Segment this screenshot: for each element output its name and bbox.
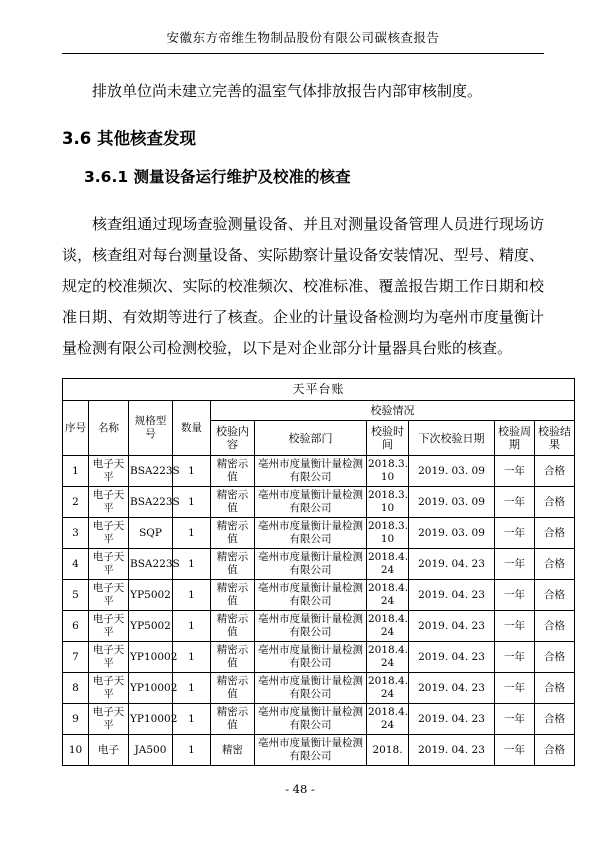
- cell-next-date: 2019. 04. 23: [409, 704, 495, 735]
- col-header-dept: 校验部门: [255, 421, 367, 456]
- col-header-cycle: 校验周期: [495, 421, 535, 456]
- cell-time: 2018.4. 24: [367, 704, 409, 735]
- table-row: [63, 611, 575, 642]
- cell-dept: 亳州市度量衡计量检测有限公司: [255, 704, 367, 735]
- table-row: [63, 518, 575, 549]
- cell-dept: 亳州市度量衡计量检测有限公司: [255, 549, 367, 580]
- cell-time: 2018.: [367, 735, 409, 766]
- cell-content: 精密示值: [211, 580, 255, 611]
- cell-name: 电子天平: [89, 673, 129, 704]
- cell-content: 精密示值: [211, 549, 255, 580]
- cell-qty: 1: [173, 642, 211, 673]
- cell-seq: 6: [63, 611, 89, 642]
- body-paragraph: 核查组通过现场查验测量设备、并且对测量设备管理人员进行现场访谈，核查组对每台测量设备、实际勘察计量设备安装情况、型号、精度、规定的校准频次、实际的校准频次、校准标准、覆盖报告期工作日期和校准日期、有效期等进行了核查。企业的计量设备检测均为亳州市度量衡计量检测有限公司检测校验，以下是对企业部分计量器具台账的核查。: [62, 215, 544, 357]
- cell-time: 2018.4. 24: [367, 673, 409, 704]
- cell-cycle: 一年: [495, 518, 535, 549]
- cell-content: 精密示值: [211, 611, 255, 642]
- cell-model: YP10002: [129, 673, 173, 704]
- cell-dept: 亳州市度量衡计量检测有限公司: [255, 673, 367, 704]
- cell-result: 合格: [535, 580, 575, 611]
- cell-next-date: 2019. 04. 23: [409, 549, 495, 580]
- subsection-heading: 3.6.1 测量设备运行维护及校准的核查: [84, 168, 351, 186]
- cell-time: 2018.4. 24: [367, 549, 409, 580]
- cell-name: 电子: [89, 735, 129, 766]
- cell-result: 合格: [535, 704, 575, 735]
- cell-result: 合格: [535, 549, 575, 580]
- cell-model: BSA223S: [129, 549, 173, 580]
- cell-name: 电子天平: [89, 580, 129, 611]
- cell-qty: 1: [173, 735, 211, 766]
- cell-seq: 1: [63, 456, 89, 487]
- cell-time: 2018.3. 10: [367, 518, 409, 549]
- cell-cycle: 一年: [495, 704, 535, 735]
- table-row: [63, 487, 575, 518]
- cell-next-date: 2019. 04. 23: [409, 580, 495, 611]
- cell-seq: 7: [63, 642, 89, 673]
- cell-time: 2018.3. 10: [367, 487, 409, 518]
- cell-seq: 5: [63, 580, 89, 611]
- cell-result: 合格: [535, 735, 575, 766]
- cell-next-date: 2019. 03. 09: [409, 456, 495, 487]
- cell-cycle: 一年: [495, 456, 535, 487]
- col-header-result: 校验结果: [535, 421, 575, 456]
- cell-seq: 9: [63, 704, 89, 735]
- cell-dept: 亳州市度量衡计量检测有限公司: [255, 611, 367, 642]
- cell-next-date: 2019. 03. 09: [409, 487, 495, 518]
- cell-model: JA500: [129, 735, 173, 766]
- cell-cycle: 一年: [495, 549, 535, 580]
- cell-content: 精密示值: [211, 642, 255, 673]
- cell-model: YP5002: [129, 611, 173, 642]
- table-group-header-row: [63, 401, 575, 421]
- table-row: [63, 456, 575, 487]
- cell-content: 精密示值: [211, 487, 255, 518]
- cell-cycle: 一年: [495, 673, 535, 704]
- table-caption: 天平台账: [63, 379, 575, 401]
- cell-content: 精密示值: [211, 673, 255, 704]
- cell-content: 精密示值: [211, 704, 255, 735]
- cell-dept: 亳州市度量衡计量检测有限公司: [255, 518, 367, 549]
- cell-result: 合格: [535, 487, 575, 518]
- cell-cycle: 一年: [495, 735, 535, 766]
- page-number: - 48 -: [285, 782, 315, 796]
- cell-result: 合格: [535, 611, 575, 642]
- cell-name: 电子天平: [89, 642, 129, 673]
- cell-time: 2018.4. 24: [367, 580, 409, 611]
- col-header-model: 规格型号: [129, 401, 173, 456]
- cell-next-date: 2019. 04. 23: [409, 611, 495, 642]
- cell-next-date: 2019. 04. 23: [409, 642, 495, 673]
- col-header-qty: 数量: [173, 401, 211, 456]
- section-heading: 3.6 其他核查发现: [62, 129, 196, 148]
- cell-model: BSA223S: [129, 487, 173, 518]
- cell-content: 精密示值: [211, 518, 255, 549]
- cell-next-date: 2019. 04. 23: [409, 673, 495, 704]
- col-header-next-date: 下次校验日期: [409, 421, 495, 456]
- cell-qty: 1: [173, 611, 211, 642]
- cell-content: 精密示值: [211, 456, 255, 487]
- cell-result: 合格: [535, 518, 575, 549]
- cell-qty: 1: [173, 673, 211, 704]
- cell-cycle: 一年: [495, 580, 535, 611]
- cell-dept: 亳州市度量衡计量检测有限公司: [255, 487, 367, 518]
- cell-content: 精密: [211, 735, 255, 766]
- col-header-seq: 序号: [63, 401, 89, 456]
- cell-next-date: 2019. 03. 09: [409, 518, 495, 549]
- cell-cycle: 一年: [495, 487, 535, 518]
- cell-time: 2018.4. 24: [367, 611, 409, 642]
- col-header-time: 校验时间: [367, 421, 409, 456]
- cell-qty: 1: [173, 487, 211, 518]
- table-row: [63, 642, 575, 673]
- cell-name: 电子天平: [89, 704, 129, 735]
- intro-paragraph: 排放单位尚未建立完善的温室气体排放报告内部审核制度。: [92, 82, 483, 100]
- table-row: [63, 580, 575, 611]
- table-row: [63, 549, 575, 580]
- cell-dept: 亳州市度量衡计量检测有限公司: [255, 735, 367, 766]
- cell-model: YP5002: [129, 580, 173, 611]
- cell-result: 合格: [535, 673, 575, 704]
- cell-qty: 1: [173, 518, 211, 549]
- cell-name: 电子天平: [89, 518, 129, 549]
- cell-cycle: 一年: [495, 642, 535, 673]
- cell-qty: 1: [173, 704, 211, 735]
- cell-seq: 2: [63, 487, 89, 518]
- cell-model: BSA223S: [129, 456, 173, 487]
- cell-seq: 10: [63, 735, 89, 766]
- cell-qty: 1: [173, 549, 211, 580]
- page-content: [62, 28, 572, 766]
- cell-seq: 3: [63, 518, 89, 549]
- cell-name: 电子天平: [89, 549, 129, 580]
- cell-dept: 亳州市度量衡计量检测有限公司: [255, 456, 367, 487]
- cell-qty: 1: [173, 456, 211, 487]
- cell-name: 电子天平: [89, 456, 129, 487]
- cell-seq: 4: [63, 549, 89, 580]
- cell-name: 电子天平: [89, 611, 129, 642]
- col-header-content: 校验内容: [211, 421, 255, 456]
- cell-model: YP10002: [129, 642, 173, 673]
- cell-model: YP10002: [129, 704, 173, 735]
- cell-time: 2018.3. 10: [367, 456, 409, 487]
- cell-qty: 1: [173, 580, 211, 611]
- table-caption-row: [63, 379, 575, 401]
- cell-cycle: 一年: [495, 611, 535, 642]
- cell-name: 电子天平: [89, 487, 129, 518]
- balance-ledger-table: [62, 378, 575, 766]
- cell-result: 合格: [535, 642, 575, 673]
- cell-result: 合格: [535, 456, 575, 487]
- cell-model: SQP: [129, 518, 173, 549]
- cell-time: 2018.4. 24: [367, 642, 409, 673]
- table-row: [63, 704, 575, 735]
- cell-dept: 亳州市度量衡计量检测有限公司: [255, 580, 367, 611]
- table-row: [63, 735, 575, 766]
- col-group-header-verification: 校验情况: [211, 401, 575, 421]
- table-row: [63, 673, 575, 704]
- document-header: 安徽东方帝维生物制品股份有限公司碳核查报告: [62, 28, 544, 54]
- cell-dept: 亳州市度量衡计量检测有限公司: [255, 642, 367, 673]
- cell-seq: 8: [63, 673, 89, 704]
- cell-next-date: 2019. 04. 23: [409, 735, 495, 766]
- col-header-name: 名称: [89, 401, 129, 456]
